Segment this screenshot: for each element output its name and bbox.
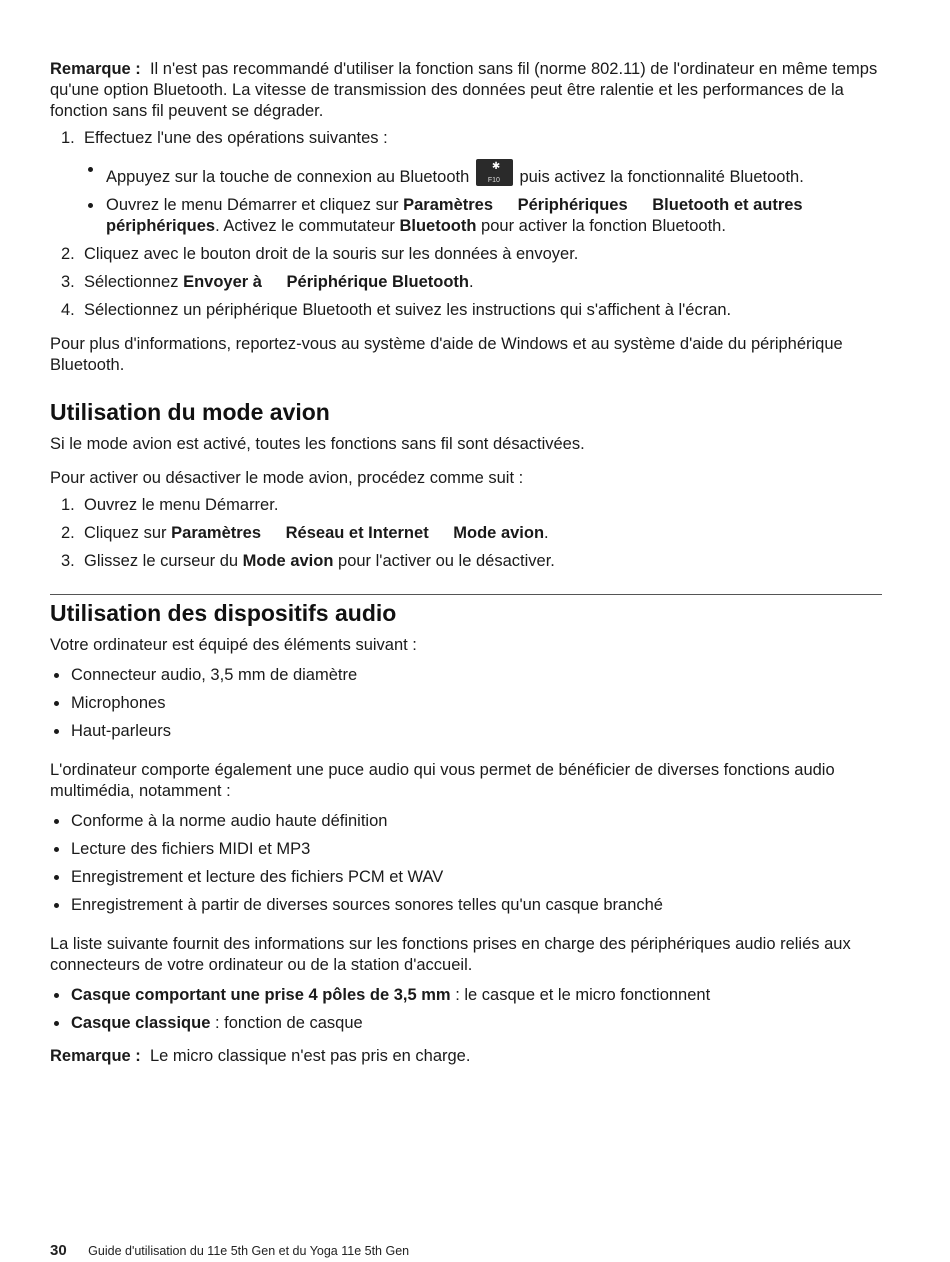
menu-path-item: Périphériques <box>517 196 628 214</box>
bluetooth-steps <box>50 128 882 321</box>
switch-name: Bluetooth <box>399 217 477 235</box>
step-2 <box>50 244 882 265</box>
option-text: Appuyez sur la touche de connexion au Bluetooth <box>106 168 470 186</box>
option-text: Ouvrez le menu Démarrer et cliquez sur <box>106 196 399 214</box>
list-item <box>50 1013 882 1034</box>
step-text: Glissez le curseur du <box>84 552 239 570</box>
menu-path-item: Mode avion <box>453 524 545 542</box>
step-3 <box>50 551 882 572</box>
audio-chip-paragraph: L'ordinateur comporte également une puce audio qui vous permet de bénéficier de diverses fonctions audio multimédia, notamment : <box>50 761 835 800</box>
step-number: 3. <box>61 273 75 291</box>
note-microphone <box>50 1046 882 1067</box>
step-text: Sélectionnez un périphérique Bluetooth et suivez les instructions qui s'affichent à l'écran. <box>84 301 732 319</box>
step-3 <box>50 272 882 293</box>
menu-path-item: Réseau et Internet <box>285 524 429 542</box>
step-number: 2. <box>61 245 75 263</box>
note-text: Il n'est pas recommandé d'utiliser la fonction sans fil (norme 802.11) de l'ordinateur en même temps qu'une option Bluetooth. La vitesse de transmission des données peut être ralentie et les performances de la fonction sans fil peuvent se dégrader. <box>50 60 878 120</box>
menu-path-item: Envoyer à <box>183 273 262 291</box>
list-item: Lecture des fichiers MIDI et MP3 <box>50 839 882 860</box>
audio-features-list <box>50 811 882 916</box>
menu-path-item: Paramètres <box>403 196 494 214</box>
step-text: Effectuez l'une des opérations suivantes : <box>84 129 388 147</box>
menu-path-item: Périphérique Bluetooth <box>286 273 469 291</box>
step-number: 4. <box>61 301 75 319</box>
headset-type: Casque classique <box>71 1014 211 1032</box>
airplane-intro: Si le mode avion est activé, toutes les fonctions sans fil sont désactivées. <box>50 435 585 453</box>
bluetooth-key-icon <box>476 159 513 186</box>
step-text: Ouvrez le menu Démarrer. <box>84 496 279 514</box>
page-number: 30 <box>50 1242 67 1259</box>
option-text: pour activer la fonction Bluetooth. <box>481 217 726 235</box>
step-number: 3. <box>61 552 75 570</box>
note-bluetooth-wifi <box>50 59 882 122</box>
headset-function: : le casque et le micro fonctionnent <box>450 986 711 1004</box>
list-item: Microphones <box>50 693 882 714</box>
document-title: Guide d'utilisation du 11e 5th Gen et du Yoga 11e 5th Gen <box>88 1244 410 1258</box>
headset-function: : fonction de casque <box>210 1014 363 1032</box>
headset-support-list <box>50 985 882 1034</box>
step-1-options <box>84 159 882 237</box>
step-text: . <box>544 524 549 542</box>
page-footer <box>50 1240 409 1262</box>
step-4 <box>50 300 882 321</box>
audio-components-list <box>50 665 882 742</box>
bluetooth-icon: ✱ <box>491 161 501 172</box>
step-text: Cliquez avec le bouton droit de la souris sur les données à envoyer. <box>84 245 579 263</box>
audio-support-paragraph: La liste suivante fournit des informations sur les fonctions prises en charge des périphériques audio reliés aux connecteurs de votre ordinateur ou de la station d'accueil. <box>50 935 851 974</box>
menu-path-item: Bluetooth et autres <box>652 196 803 214</box>
step-1 <box>50 128 882 237</box>
step-number: 2. <box>61 524 75 542</box>
section-divider <box>50 594 882 627</box>
option-text: puis activez la fonctionnalité Bluetooth. <box>519 168 804 186</box>
list-item <box>50 985 882 1006</box>
document-page <box>50 59 882 1067</box>
list-item: Haut-parleurs <box>50 721 882 742</box>
step-text: Sélectionnez <box>84 273 179 291</box>
step-number: 1. <box>61 496 75 514</box>
step-2 <box>50 523 882 544</box>
list-item: Connecteur audio, 3,5 mm de diamètre <box>50 665 882 686</box>
note-label: Remarque : <box>50 60 141 78</box>
step-text: . <box>468 273 474 291</box>
section-title-audio: Utilisation des dispositifs audio <box>50 600 397 626</box>
menu-path-item: Paramètres <box>171 524 262 542</box>
option-bluetooth-key <box>84 159 882 188</box>
list-item: Conforme à la norme audio haute définition <box>50 811 882 832</box>
step-1 <box>50 495 882 516</box>
airplane-lead: Pour activer ou désactiver le mode avion, procédez comme suit : <box>50 469 524 487</box>
more-info-paragraph: Pour plus d'informations, reportez-vous au système d'aide de Windows et au système d'aide du périphérique Bluetooth. <box>50 335 843 374</box>
key-label: F10 <box>487 177 500 184</box>
option-settings <box>84 195 882 237</box>
list-item: Enregistrement à partir de diverses sources sonores telles qu'un casque branché <box>50 895 882 916</box>
headset-type: Casque comportant une prise 4 pôles de 3,5 mm <box>71 986 451 1004</box>
section-title-airplane-mode: Utilisation du mode avion <box>50 399 330 425</box>
menu-path-item: périphériques <box>106 217 216 235</box>
note-label: Remarque : <box>50 1047 141 1065</box>
step-text: pour l'activer ou le désactiver. <box>338 552 555 570</box>
step-text: Cliquez sur <box>84 524 167 542</box>
setting-name: Mode avion <box>242 552 334 570</box>
airplane-steps <box>50 495 882 572</box>
list-item: Enregistrement et lecture des fichiers PCM et WAV <box>50 867 882 888</box>
option-text: . Activez le commutateur <box>215 217 395 235</box>
audio-intro: Votre ordinateur est équipé des éléments suivant : <box>50 636 417 654</box>
step-number: 1. <box>61 129 75 147</box>
note-text: Le micro classique n'est pas pris en charge. <box>149 1047 471 1065</box>
